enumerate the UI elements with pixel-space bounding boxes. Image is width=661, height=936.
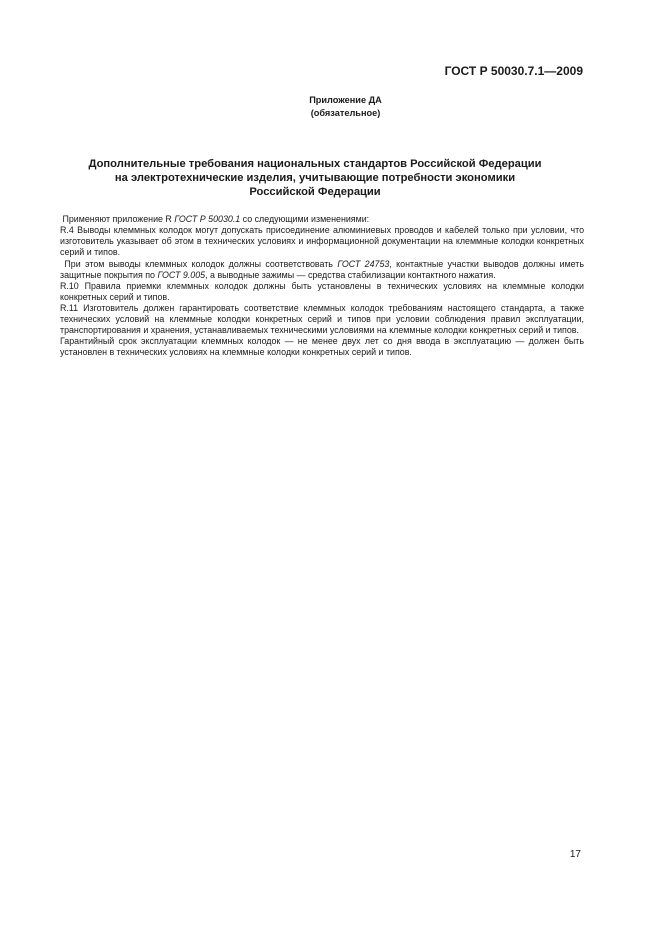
paragraph-intro xyxy=(60,214,584,225)
heading-line-1: Дополнительные требования национальных стандартов Российской Федерации xyxy=(88,158,542,170)
intro-text-a: Применяют приложение R xyxy=(62,214,175,224)
appendix-label xyxy=(0,94,661,120)
paragraph-r11: R.11 Изготовитель должен гарантировать соответствие клеммных колодок требованиям настоящего стандарта, а также технических условий на клеммные колодки конкретных серий и типов при условии соблюдения правил эксплуатации, транспортирования и хранения, устанавливаемых техническими условиями на клеммные колодки конкретных серий и типов. xyxy=(60,303,584,336)
reference-gost-24753: ГОСТ 24753 xyxy=(337,258,390,269)
section-heading xyxy=(80,157,550,199)
r4-cont-text-b: , контактные участки выводов должны иметь защитные покрытия по xyxy=(60,258,584,280)
standard-code: ГОСТ Р 50030.7.1—2009 xyxy=(444,64,583,78)
paragraph-r4: R.4 Выводы клеммных колодок могут допускать присоединение алюминиевых проводов и кабелей только при условии, что изготовитель указывает об этом в технических условиях и информационной документации на клеммные колодки конкретных серий и типов. xyxy=(60,225,584,258)
r4-cont-text-c: , а выводные зажимы — средства стабилизации контактного нажатия. xyxy=(205,269,496,280)
r4-cont-text-a: При этом выводы клеммных колодок должны соответствовать xyxy=(64,258,338,269)
intro-text-b: со следующими изменениями: xyxy=(240,214,370,224)
paragraph-r10: R.10 Правила приемки клеммных колодок должны быть установлены в технических условиях на клеммные колодки конкретных серий и типов. xyxy=(60,280,584,302)
heading-line-2: на электротехнические изделия, учитывающие потребности экономики xyxy=(114,172,516,184)
body-text xyxy=(60,214,584,359)
reference-gost-50030-1: ГОСТ Р 50030.1 xyxy=(174,214,241,224)
appendix-title: Приложение ДА xyxy=(309,95,382,105)
page-number: 17 xyxy=(569,849,581,860)
heading-line-3: Российской Федерации xyxy=(249,186,381,198)
paragraph-warranty: Гарантийный срок эксплуатации клеммных колодок — не менее двух лет со дня ввода в эксплуатацию — должен быть установлен в технических условиях на клеммные колодки конкретных серий и типов. xyxy=(60,336,584,358)
reference-gost-9-005: ГОСТ 9.005 xyxy=(157,269,206,280)
appendix-status: (обязательное) xyxy=(310,108,381,118)
paragraph-r4-continuation xyxy=(60,259,584,281)
